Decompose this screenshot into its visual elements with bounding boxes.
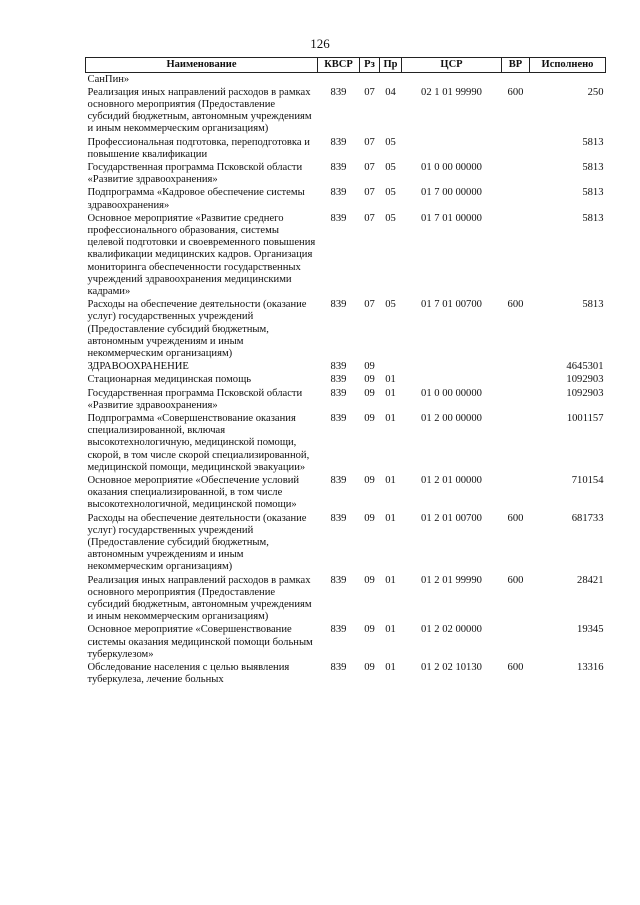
cell-kvsr: 839 bbox=[330, 161, 347, 173]
cell-rz bbox=[360, 73, 380, 87]
table-row bbox=[86, 412, 606, 474]
cell-name: Профессиональная подготовка, переподготовка и повышение квалификации bbox=[87, 136, 310, 160]
cell-rz: 07 bbox=[364, 136, 375, 148]
cell-csr: 01 0 00 00000 bbox=[421, 161, 482, 173]
table-row bbox=[86, 73, 606, 87]
cell-kvsr: 839 bbox=[330, 662, 347, 674]
cell-pr: 01 bbox=[385, 475, 396, 486]
cell-kvsr: 839 bbox=[330, 212, 347, 224]
cell-pr: 01 bbox=[385, 574, 396, 586]
cell-isp: 710154 bbox=[571, 475, 604, 486]
cell-pr: 04 bbox=[385, 86, 396, 98]
cell-vr bbox=[502, 136, 530, 161]
cell-kvsr: 839 bbox=[330, 374, 347, 386]
table-row bbox=[86, 512, 606, 574]
header-rz: Рз bbox=[360, 58, 380, 73]
table-row bbox=[86, 475, 606, 513]
cell-kvsr: 839 bbox=[330, 624, 347, 636]
table-row bbox=[86, 361, 606, 374]
cell-pr: 01 bbox=[385, 412, 396, 424]
cell-csr: 01 2 02 00000 bbox=[421, 624, 482, 636]
cell-isp: 1001157 bbox=[566, 412, 604, 424]
cell-name: Государственная программа Псковской области «Развитие здравоохранения» bbox=[87, 387, 303, 411]
cell-vr: 600 bbox=[507, 512, 524, 524]
cell-rz: 07 bbox=[364, 161, 375, 173]
cell-vr bbox=[502, 412, 530, 474]
cell-pr: 05 bbox=[385, 136, 396, 148]
cell-kvsr: 839 bbox=[330, 361, 347, 373]
cell-rz: 09 bbox=[364, 387, 375, 399]
cell-csr: 01 7 00 00000 bbox=[421, 187, 482, 199]
cell-vr bbox=[502, 161, 530, 186]
cell-rz: 09 bbox=[364, 662, 375, 674]
cell-name: Основное мероприятие «Совершенствование системы оказания медицинской помощи больным туберкулезом» bbox=[87, 624, 313, 660]
cell-csr: 01 2 02 10130 bbox=[421, 662, 482, 674]
cell-kvsr: 839 bbox=[330, 412, 347, 424]
cell-csr: 01 2 01 99990 bbox=[421, 574, 482, 586]
cell-isp: 5813 bbox=[582, 212, 604, 224]
header-pr: Пр bbox=[380, 58, 402, 73]
table-row bbox=[86, 374, 606, 387]
cell-vr: 600 bbox=[507, 299, 524, 311]
cell-isp: 5813 bbox=[582, 187, 604, 199]
table-row bbox=[86, 624, 606, 662]
table-row bbox=[86, 136, 606, 161]
cell-kvsr: 839 bbox=[330, 387, 347, 399]
cell-csr bbox=[402, 73, 502, 87]
table-row bbox=[86, 574, 606, 624]
cell-kvsr bbox=[318, 73, 360, 87]
cell-isp: 13316 bbox=[577, 662, 604, 674]
cell-pr bbox=[380, 73, 402, 87]
cell-rz: 09 bbox=[364, 412, 375, 424]
cell-name: Реализация иных направлений расходов в рамках основного мероприятия (Предоставление субсидий бюджетным, автономным учреждениям и иным некоммерческим организациям) bbox=[87, 86, 312, 135]
cell-isp: 28421 bbox=[577, 574, 604, 586]
cell-csr: 02 1 01 99990 bbox=[421, 86, 482, 98]
budget-table bbox=[85, 57, 606, 687]
cell-vr bbox=[502, 73, 530, 87]
cell-kvsr: 839 bbox=[330, 299, 347, 311]
cell-kvsr: 839 bbox=[330, 187, 347, 199]
cell-name: Основное мероприятие «Обеспечение условий оказания специализированной, в том числе высокотехнологичной, медицинской помощи» bbox=[87, 475, 300, 511]
cell-isp: 1092903 bbox=[566, 387, 604, 399]
cell-vr bbox=[502, 187, 530, 212]
cell-pr: 01 bbox=[385, 624, 396, 636]
cell-csr: 01 2 00 00000 bbox=[421, 412, 482, 424]
cell-pr: 05 bbox=[385, 161, 396, 173]
cell-isp: 250 bbox=[587, 86, 604, 98]
table-row bbox=[86, 161, 606, 186]
cell-rz: 09 bbox=[364, 624, 375, 636]
cell-kvsr: 839 bbox=[330, 574, 347, 586]
cell-name: Подпрограмма «Совершенствование оказания специализированной, включая высокотехнологичную, медицинской помощи, скорой, в том числе скорой специализированной, медицинской помощи, медицинской эвакуации» bbox=[87, 412, 310, 473]
cell-csr bbox=[402, 136, 502, 161]
cell-csr: 01 7 01 00700 bbox=[421, 299, 482, 311]
cell-pr: 01 bbox=[385, 387, 396, 399]
cell-kvsr: 839 bbox=[330, 86, 347, 98]
table-row bbox=[86, 662, 606, 687]
table-row bbox=[86, 299, 606, 361]
cell-vr bbox=[502, 212, 530, 298]
cell-pr: 01 bbox=[385, 662, 396, 674]
page-number: 126 bbox=[310, 36, 330, 51]
header-vr: ВР bbox=[502, 58, 530, 73]
cell-name: ЗДРАВООХРАНЕНИЕ bbox=[87, 361, 189, 373]
cell-csr bbox=[402, 361, 502, 374]
cell-kvsr: 839 bbox=[330, 475, 347, 486]
cell-vr: 600 bbox=[507, 86, 524, 98]
cell-pr: 05 bbox=[385, 299, 396, 311]
cell-name: Подпрограмма «Кадровое обеспечение системы здравоохранения» bbox=[87, 187, 305, 211]
cell-isp: 681733 bbox=[571, 512, 604, 524]
cell-pr: 01 bbox=[385, 374, 396, 386]
cell-name: Государственная программа Псковской области «Развитие здравоохранения» bbox=[87, 161, 303, 186]
cell-vr bbox=[502, 361, 530, 374]
table-row bbox=[86, 187, 606, 212]
cell-name: Обследование населения с целью выявления туберкулеза, лечение больных bbox=[87, 662, 290, 686]
table-header-row bbox=[86, 58, 606, 73]
cell-isp: 5813 bbox=[582, 299, 604, 311]
cell-kvsr: 839 bbox=[330, 512, 347, 524]
cell-rz: 07 bbox=[364, 212, 375, 224]
table-row bbox=[86, 212, 606, 298]
cell-rz: 09 bbox=[364, 475, 375, 486]
cell-isp: 19345 bbox=[577, 624, 604, 636]
cell-rz: 07 bbox=[364, 187, 375, 199]
cell-isp: 1092903 bbox=[566, 374, 604, 386]
cell-csr bbox=[402, 374, 502, 387]
cell-rz: 09 bbox=[364, 374, 375, 386]
cell-name: Стационарная медицинская помощь bbox=[87, 374, 252, 386]
cell-name: Расходы на обеспечение деятельности (оказание услуг) государственных учреждений (Предоставление субсидий бюджетным, автономным учреждениям и иным некоммерческим организациям) bbox=[87, 299, 307, 359]
cell-vr: 600 bbox=[507, 574, 524, 586]
cell-rz: 07 bbox=[364, 86, 375, 98]
cell-pr: 05 bbox=[385, 187, 396, 199]
table-row bbox=[86, 86, 606, 136]
cell-rz: 09 bbox=[364, 574, 375, 586]
cell-rz: 09 bbox=[364, 512, 375, 524]
cell-vr bbox=[502, 475, 530, 513]
cell-vr bbox=[502, 374, 530, 387]
cell-pr bbox=[380, 361, 402, 374]
cell-rz: 07 bbox=[364, 299, 375, 311]
cell-name: СанПин» bbox=[87, 73, 130, 85]
cell-csr: 01 7 01 00000 bbox=[421, 212, 482, 224]
table-body bbox=[86, 73, 606, 687]
header-kvsr: КВСР bbox=[318, 58, 360, 73]
cell-vr bbox=[502, 387, 530, 412]
cell-csr: 01 2 01 00000 bbox=[421, 475, 482, 486]
cell-rz: 09 bbox=[364, 361, 375, 373]
header-isp: Исполнено bbox=[530, 58, 606, 73]
cell-csr: 01 2 01 00700 bbox=[421, 512, 482, 524]
cell-name: Расходы на обеспечение деятельности (оказание услуг) государственных учреждений (Предоставление субсидий бюджетным, автономным учреждениям и иным некоммерческим организациям) bbox=[87, 512, 307, 573]
cell-pr: 01 bbox=[385, 512, 396, 524]
cell-vr bbox=[502, 624, 530, 662]
cell-isp: 4645301 bbox=[566, 361, 604, 373]
cell-pr: 05 bbox=[385, 212, 396, 224]
cell-csr: 01 0 00 00000 bbox=[421, 387, 482, 399]
table-row bbox=[86, 387, 606, 412]
cell-isp bbox=[530, 73, 606, 87]
cell-name: Основное мероприятие «Развитие среднего профессионального образования, системы целевой подготовки и своевременного повышения квалификации медицинских кадров. Организация мониторинга обеспеченности государственных учреждений здравоохранения медицинскими кадрами» bbox=[87, 212, 316, 297]
cell-name: Реализация иных направлений расходов в рамках основного мероприятия (Предоставление субсидий бюджетным, автономным учреждениям и иным некоммерческим организациям) bbox=[87, 574, 312, 623]
header-name: Наименование bbox=[86, 58, 318, 73]
cell-kvsr: 839 bbox=[330, 136, 347, 148]
header-csr: ЦСР bbox=[402, 58, 502, 73]
cell-vr: 600 bbox=[507, 662, 524, 674]
cell-isp: 5813 bbox=[582, 136, 604, 148]
cell-isp: 5813 bbox=[582, 161, 604, 173]
